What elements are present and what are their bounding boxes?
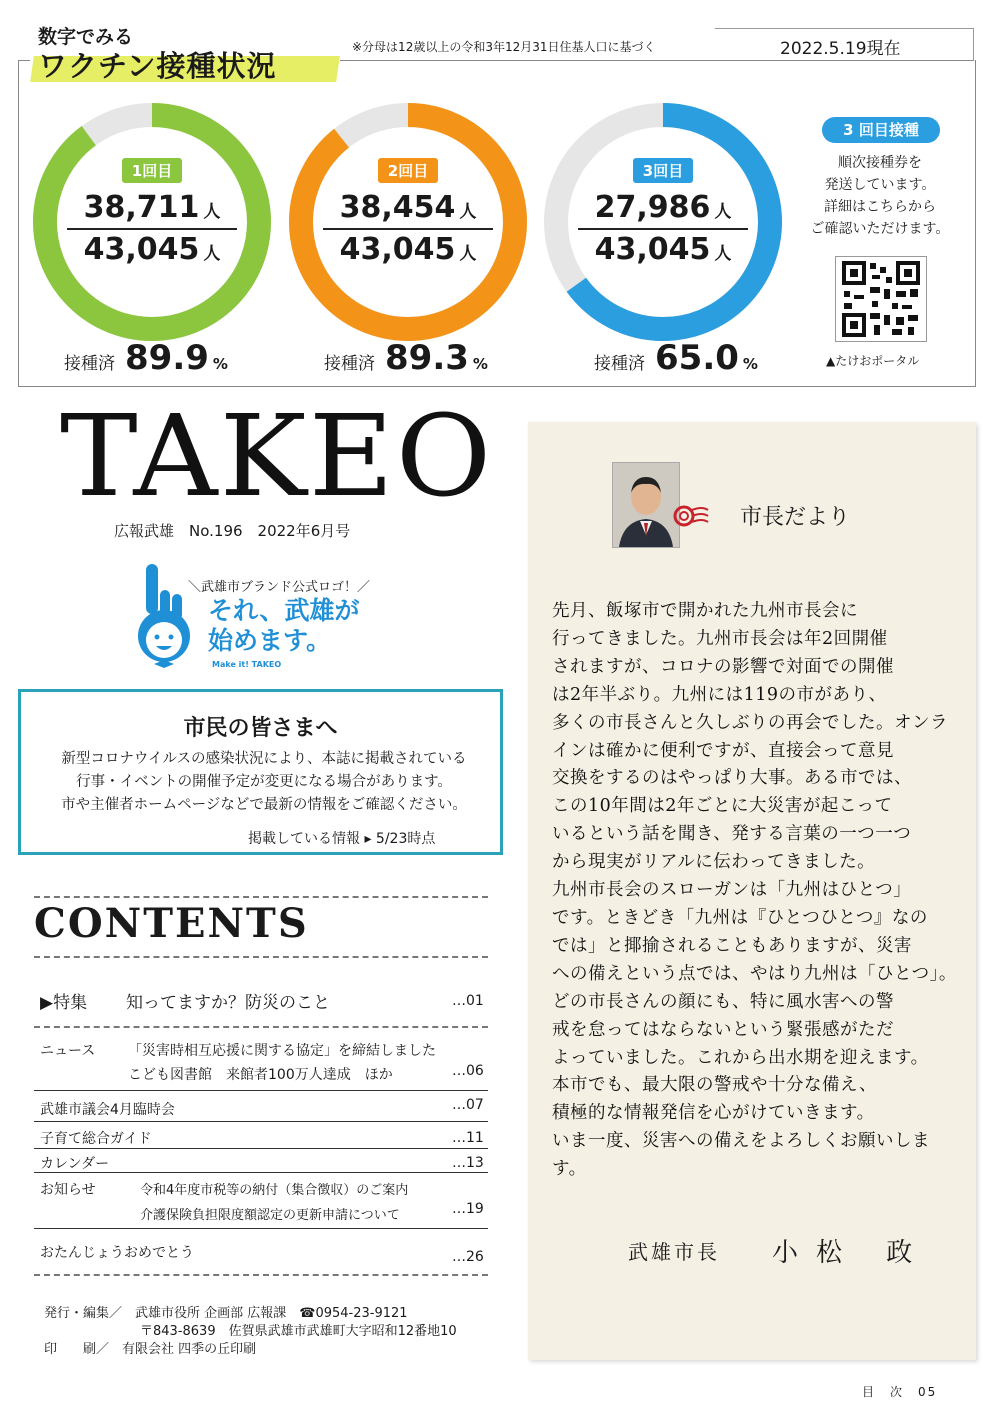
dose-3-count: 27,986 (594, 190, 711, 225)
news-item[interactable]: 「災害時相互応援に関する協定」を締結しました (128, 1043, 436, 1059)
dose-1-count: 38,711 (83, 190, 200, 225)
dose-2-rate (324, 338, 488, 378)
vaccine-title: ワクチン接種状況 (38, 49, 277, 83)
publisher-line: 〒843-8639 佐賀県武雄市武雄町大字昭和12番地10 (140, 1324, 457, 1339)
notice-title: 市民の皆さまへ (183, 716, 338, 741)
toc-item[interactable]: 子育て総合ガイド (40, 1131, 152, 1147)
mayor-photo (612, 462, 680, 548)
toc-item[interactable]: おたんじょうおめでとう (40, 1245, 194, 1261)
letter-line: いるという話を聞き、発する言葉の一つ一つ (552, 824, 912, 845)
notice-body (34, 748, 494, 817)
divider (34, 896, 488, 898)
info-item[interactable]: 介護保険負担限度額認定の更新申請について (140, 1208, 400, 1223)
feature-title[interactable]: 知ってますか？防災のこと (126, 993, 330, 1013)
page-number: …26 (452, 1249, 484, 1265)
toc-item[interactable]: 武雄市議会4月臨時会 (40, 1102, 175, 1118)
divider (34, 1121, 488, 1122)
letter-line: よっていました。これから出水期を迎えます。 (552, 1047, 929, 1068)
vaccine-note: ※分母は12歳以上の令和3年12月31日住基人口に基づく (352, 40, 656, 54)
pct: % (212, 355, 228, 373)
dose-1-rate (64, 338, 228, 378)
page-number: …13 (452, 1155, 484, 1171)
info-item[interactable]: 令和4年度市税等の納付（集合徴収）のご案内 (140, 1183, 409, 1198)
dose-1-badge: 1回目 (122, 158, 182, 183)
letter-title: 市長だより (740, 505, 851, 530)
dose-2-total: 43,045 (339, 232, 456, 267)
divider (34, 956, 488, 958)
publisher-line: 発行・編集／ 武雄市役所 企画部 広報課 ☎0954-23-9121 (44, 1306, 408, 1321)
letter-line: です。ときどき「九州は『ひとつひとつ』なの (552, 907, 928, 928)
dose-3-total: 43,045 (594, 232, 711, 267)
letter-signature-name: 小松 政 (772, 1238, 931, 1268)
notice-line: 行事・イベントの開催予定が変更になる場合があります。 (76, 774, 452, 790)
qr-code[interactable] (835, 256, 927, 342)
dose-3-values (563, 158, 763, 267)
contents-title: CONTENTS (34, 900, 309, 947)
letter-signature-title: 武雄市長 (628, 1240, 720, 1264)
qr-icon (836, 257, 926, 341)
info-line: 順次接種券を (838, 155, 922, 171)
dose-3-rate (594, 338, 758, 378)
letter-line: されますが、コロナの影響で対面での開催 (552, 656, 894, 677)
unit: 人 (459, 202, 477, 222)
page-number: …07 (452, 1097, 484, 1113)
letter-line: は2年半ぶり。九州には119の市があり、 (552, 684, 887, 705)
divider (34, 1274, 488, 1276)
dose-1-rate-value: 89.9 (125, 338, 209, 378)
pct: % (742, 355, 758, 373)
dose-3-rate-value: 65.0 (655, 338, 739, 378)
publisher-line: 印 刷／ 有限会社 四季の丘印刷 (44, 1342, 257, 1357)
third-dose-info (790, 152, 970, 240)
unit: 人 (203, 202, 221, 222)
info-line: 詳細はこちらから (824, 199, 936, 215)
letter-line: への備えという点では、やはり九州は「ひとつ」。 (552, 963, 957, 984)
dose-2-count: 38,454 (339, 190, 456, 225)
letter-line: いま一度、災害への備えをよろしくお願いします。 (552, 1131, 930, 1180)
brand-english: Make it! TAKEO (212, 660, 282, 669)
dose-2-badge: 2回目 (378, 158, 438, 183)
letter-body (552, 598, 962, 1184)
dose-1-total: 43,045 (83, 232, 200, 267)
rate-label: 接種済 (64, 354, 115, 374)
notice-line: 新型コロナウイルスの感染状況により、本誌に掲載されている (61, 751, 467, 767)
fraction-line (323, 228, 493, 230)
divider (34, 1172, 488, 1173)
divider (34, 1090, 488, 1091)
letter-line: から現実がリアルに伝わってきました。 (552, 852, 876, 873)
letter-line: 九州市長会のスローガンは「九州はひとつ」 (552, 880, 912, 901)
notice-footer: 掲載している情報 ▸ 5/23時点 (248, 831, 436, 847)
news-item[interactable]: こども図書館 来館者100万人達成 ほか (128, 1067, 393, 1083)
divider (34, 1026, 488, 1028)
page-number: …06 (452, 1063, 484, 1079)
letter-line: 先月、飯塚市で開かれた九州市長会に (552, 601, 858, 621)
third-dose-badge: 3 回目接種 (822, 117, 940, 143)
stamp-icon (672, 502, 710, 530)
letter-line: インは確かに便利ですが、直接会って意見 (552, 740, 894, 761)
slogan-line: 始めます。 (208, 626, 332, 655)
dose-1-values (52, 158, 252, 267)
qr-caption: ▲たけおポータル (826, 354, 920, 368)
brand-note: ＼武雄市ブランド公式ロゴ！／ (188, 580, 371, 595)
divider (34, 1228, 488, 1229)
brand-slogan (208, 596, 360, 656)
fraction-line (67, 228, 237, 230)
info-label: お知らせ (40, 1182, 96, 1198)
page-number: …19 (452, 1201, 484, 1217)
letter-line: この10年間は2年ごとに大災害が起こって (552, 796, 893, 817)
panel-border (340, 60, 974, 61)
letter-line: 多くの市長さんと久しぶりの再会でした。オンラ (552, 712, 948, 733)
letter-line: 本市でも、最大限の警戒や十分な備え、 (552, 1075, 878, 1096)
fraction-line (578, 228, 748, 230)
letter-line: 交換をするのはやっぱり大事。ある市では、 (552, 768, 912, 789)
notice-line: 市や主催者ホームページなどで最新の情報をご確認ください。 (61, 797, 467, 813)
panel-border (18, 60, 30, 61)
unit: 人 (203, 244, 221, 264)
page-footer: 目 次 05 (862, 1385, 938, 1399)
letter-line: どの市長さんの顔にも、特に風水害への警 (552, 991, 894, 1012)
news-label: ニュース (40, 1043, 96, 1059)
rate-label: 接種済 (594, 354, 645, 374)
unit: 人 (459, 244, 477, 264)
issue-info: 広報武雄 No.196 2022年6月号 (114, 522, 351, 540)
letter-line: 戒を怠ってはならないという緊張感がただ (552, 1019, 894, 1040)
takeo-logo: TAKEO (60, 392, 494, 522)
vaccine-subtitle: 数字でみる (38, 26, 134, 48)
pct: % (472, 355, 488, 373)
divider (34, 1148, 488, 1149)
letter-line: 行ってきました。九州市長会は年2回開催 (552, 628, 888, 649)
page-number: …01 (452, 993, 484, 1009)
dose-2-values (308, 158, 508, 267)
dose-2-rate-value: 89.3 (385, 338, 469, 378)
page-number: …11 (452, 1130, 484, 1146)
unit: 人 (714, 202, 732, 222)
dose-3-badge: 3回目 (633, 158, 693, 183)
unit: 人 (714, 244, 732, 264)
letter-line: 積極的な情報発信を心がけていきます。 (552, 1103, 875, 1124)
as-of-date: 2022.5.19現在 (780, 39, 901, 59)
toc-item[interactable]: カレンダー (40, 1156, 110, 1172)
letter-line: では」と揶揄されることもありますが、災害 (552, 935, 912, 956)
feature-label: ▶特集 (40, 993, 88, 1013)
rate-label: 接種済 (324, 354, 375, 374)
info-line: 発送しています。 (824, 177, 936, 193)
slogan-line: それ、武雄が (208, 596, 360, 625)
info-line: ご確認いただけます。 (810, 221, 950, 237)
publisher-info (44, 1305, 457, 1359)
